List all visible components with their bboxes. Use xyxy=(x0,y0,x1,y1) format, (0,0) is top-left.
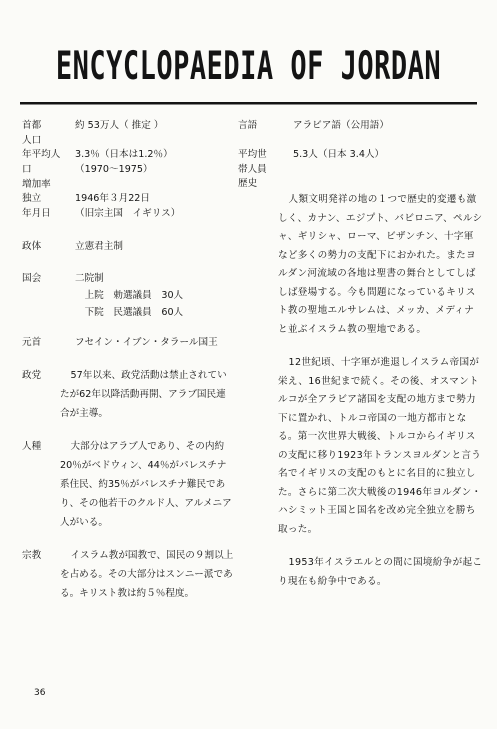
independence-field xyxy=(22,191,234,221)
left-column xyxy=(22,118,234,613)
history-paragraph: 12世紀頃、十字軍が進退しイスラム帝国が栄え、16世紀まで続く。その後、オスマントルコが全アラビア諸国を支配の地方まで勢力下に置かれ、トルコ帝国の一地方都市となる。第一次世界大戦後、トルコからイギリスの支配に移り1923年トランスヨルダンと言う名でイギリスの支配のもとに名目的に独立した。さらに第二次大戦後の1946年ヨルダン・ハシミット王国と国名を改め完全独立を勝ち取った。 xyxy=(278,357,482,535)
field-value: 57年以来、政党活動は禁止されていたが62年以降活動再開、アラブ国民連合が主導。 xyxy=(60,370,227,419)
page-number: 36 xyxy=(34,688,46,698)
history-paragraph: 1953年イスラエルとの間に国境紛争が起こり現在も紛争中である。 xyxy=(278,557,483,587)
race-field xyxy=(22,437,234,532)
history-paragraph: 人類文明発祥の地の１つで歴史的変遷も激しく、カナン、エジプト、バビロニア、ペルシャ、ギリシャ、ローマ、ビザンチン、十字軍など多くの勢力の支配下におかれた。またヨルダン河流域の各地は聖書の舞台としてしばしば登場する。今も問題になっているキリスト教の聖地エルサレムは、メッカ、メディナと並ぶイスラム教の聖地である。 xyxy=(278,194,483,335)
field-label: 政体 xyxy=(22,241,42,252)
language-field xyxy=(238,118,483,133)
field-value: フセイン・イブン・タラール国王 xyxy=(75,337,218,348)
field-label: 独立 年月日 xyxy=(22,193,51,219)
field-label: 年平均人口 増加率 xyxy=(22,149,61,190)
political-parties-field xyxy=(22,366,234,423)
right-column xyxy=(238,118,483,616)
field-value: イスラム教が国教で、国民の９割以上を占める。その大部分はスンニー派である。キリスト教は約５％程度。 xyxy=(60,550,234,599)
field-value: 立憲君主制 xyxy=(75,241,123,252)
field-label: 人種 xyxy=(22,441,42,452)
field-value: 3.3％（日本は1.2％） （1970〜1975） xyxy=(75,149,173,175)
household-size-field xyxy=(238,147,483,175)
capital-population-field xyxy=(22,118,234,146)
history-field xyxy=(238,176,483,606)
growth-rate-field xyxy=(22,147,234,190)
field-label: 宗教 xyxy=(22,550,42,561)
head-of-state-field xyxy=(22,335,234,350)
page-title: ENCYCLOPAEDIA OF JORDAN xyxy=(55,43,442,89)
field-value: 1946年３月22日 （旧宗主国 イギリス） xyxy=(75,193,181,219)
field-value: 5.3人（日本 3.4人） xyxy=(293,149,385,160)
field-value: アラビア語（公用語） xyxy=(293,120,389,131)
religion-field xyxy=(22,546,234,603)
field-label: 首都 人口 xyxy=(22,120,42,146)
government-field xyxy=(22,239,234,254)
history-text xyxy=(278,176,483,606)
field-label: 平均世 帯人員 xyxy=(238,149,267,175)
field-label: 元首 xyxy=(22,337,42,348)
field-value: 二院制 上院 勅選議員 30人 下院 民選議員 60人 xyxy=(75,273,184,318)
field-value: 約 53万人（ 推定 ） xyxy=(75,120,164,131)
field-label: 歴史 xyxy=(238,178,258,189)
parliament-field xyxy=(22,270,234,321)
title-rule-thin xyxy=(20,104,477,105)
field-label: 言語 xyxy=(238,120,258,131)
field-value: 大部分はアラブ人であり、その内約20％がベドウィン、44％がパレスチナ系住民、約35％がパレスチナ難民であり、その他若干のクルド人、アルメニア人がいる。 xyxy=(60,441,232,528)
field-label: 政党 xyxy=(22,370,42,381)
field-label: 国会 xyxy=(22,273,42,284)
